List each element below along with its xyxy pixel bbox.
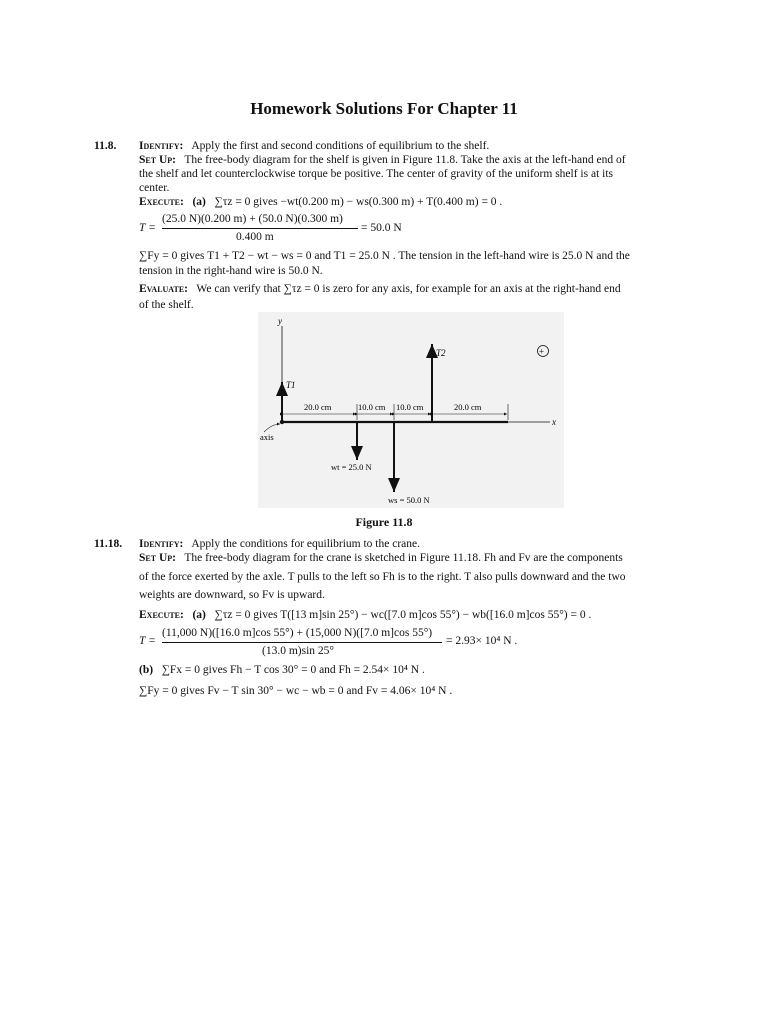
identify-label: Identify: [139, 140, 184, 152]
x-axis-label: x [552, 417, 556, 427]
fraction-result: = 50.0 N [361, 222, 402, 234]
setup-line-11-8 [139, 153, 626, 167]
part-b-line [139, 663, 425, 677]
horizontal-force-equation: ∑Fx = 0 gives Fh − T cos 30° = 0 and Fh = 2.54× 10⁴ N . [161, 664, 425, 676]
part-a-label: (a) [192, 196, 206, 208]
fraction-bar [162, 642, 442, 643]
fraction-bar [162, 228, 358, 229]
T2-label: T2 [436, 348, 446, 358]
axis-pointer [264, 424, 280, 432]
T-equals-label: T = [139, 222, 156, 234]
torque-equation: ∑τz = 0 gives T([13 m]sin 25°) − wc([7.0 m]cos 55°) − wb([16.0 m]cos 55°) = 0 . [214, 609, 592, 621]
dim-4-label: 20.0 cm [454, 402, 482, 412]
fraction-numerator: (11,000 N)([16.0 m]cos 55°) + (15,000 N)([7.0 m]cos 55°) [162, 627, 433, 639]
execute-line-11-18 [139, 608, 591, 622]
rotation-plus-label: + [539, 346, 545, 357]
dim-2-label: 10.0 cm [358, 402, 386, 412]
figure-caption: Figure 11.8 [355, 515, 413, 529]
problem-number-11-18: 11.18. [94, 538, 123, 550]
identify-label: Identify: [139, 538, 184, 550]
setup-label: Set Up: [139, 154, 176, 166]
execute-label: Execute: [139, 196, 184, 208]
fraction-denominator: (13.0 m)sin 25° [262, 645, 334, 657]
wt-label: wt = 25.0 N [331, 462, 372, 472]
problem-number-11-8: 11.8. [94, 140, 117, 152]
evaluate-text: We can verify that ∑τz = 0 is zero for any axis, for example for an axis at the right-hand end [196, 283, 621, 295]
free-body-diagram [258, 312, 564, 508]
identify-text: Apply the conditions for equilibrium to the crane. [191, 538, 420, 550]
T-equals-label: T = [139, 635, 156, 647]
axis-label: axis [260, 432, 274, 442]
setup-line-11-18 [139, 551, 623, 565]
identify-line-11-8 [139, 139, 489, 153]
y-axis-label: y [278, 316, 282, 326]
fraction-result: = 2.93× 10⁴ N . [446, 635, 518, 647]
dim-3-label: 10.0 cm [396, 402, 424, 412]
torque-equation: ∑τz = 0 gives −wt(0.200 m) − ws(0.300 m) + T(0.400 m) = 0 . [214, 196, 503, 208]
page-title: Homework Solutions For Chapter 11 [250, 99, 518, 118]
identify-line-11-18 [139, 537, 420, 551]
execute-line-11-8 [139, 195, 502, 209]
setup-text-1: The free-body diagram for the shelf is given in Figure 11.8. Take the axis at the left-hand end of [184, 154, 626, 166]
execute-label: Execute: [139, 609, 184, 621]
evaluate-line-11-8 [139, 282, 621, 296]
setup-label: Set Up: [139, 552, 176, 564]
setup-text-3: weights are downward, so Fv is upward. [139, 589, 325, 601]
part-a-label: (a) [192, 609, 206, 621]
setup-text-2: of the force exerted by the axle. T pulls to the left so Fh is to the right. T also pulls downward and the two [139, 571, 626, 583]
evaluate-label: Evaluate: [139, 283, 188, 295]
force-equation-line2: tension in the right-hand wire is 50.0 N. [139, 265, 323, 277]
T1-label: T1 [286, 380, 296, 390]
ws-label: ws = 50.0 N [388, 495, 430, 505]
figure-11-8 [258, 312, 564, 508]
identify-text: Apply the first and second conditions of equilibrium to the shelf. [191, 140, 490, 152]
setup-text-2: the shelf and let counterclockwise torque be positive. The center of gravity of the uniform shelf is at its [139, 168, 614, 180]
fraction-denominator: 0.400 m [236, 231, 274, 243]
vertical-force-equation: ∑Fy = 0 gives Fv − T sin 30° − wc − wb = 0 and Fv = 4.06× 10⁴ N . [139, 685, 453, 697]
evaluate-text-2: of the shelf. [139, 299, 194, 311]
setup-text-1: The free-body diagram for the crane is sketched in Figure 11.18. Fh and Fv are the components [184, 552, 623, 564]
part-b-label: (b) [139, 664, 154, 676]
fraction-numerator: (25.0 N)(0.200 m) + (50.0 N)(0.300 m) [162, 213, 343, 225]
setup-text-3: center. [139, 182, 170, 194]
force-equation: ∑Fy = 0 gives T1 + T2 − wt − ws = 0 and T1 = 25.0 N . The tension in the left-hand wire is 25.0 N and the [139, 250, 630, 262]
dim-1-label: 20.0 cm [304, 402, 332, 412]
